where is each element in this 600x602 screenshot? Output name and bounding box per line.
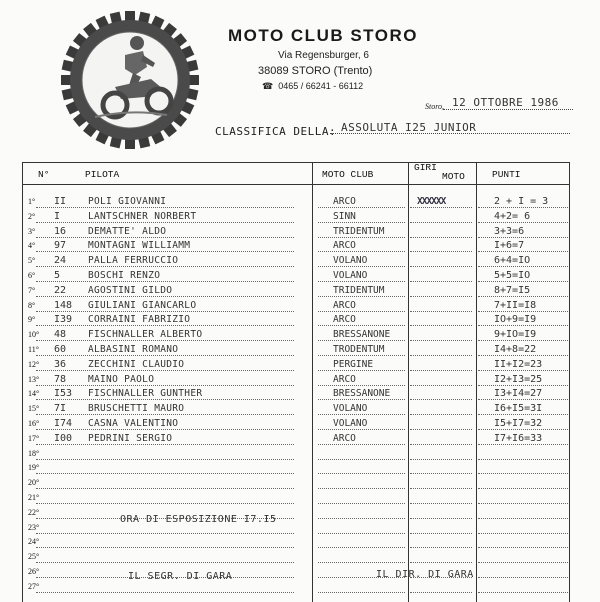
row-dotted-line <box>478 562 568 563</box>
row-dotted-line <box>36 237 294 238</box>
position-label: 14° <box>28 389 40 399</box>
row-dotted-line <box>318 533 405 534</box>
rider-name: BOSCHI RENZO <box>88 270 161 281</box>
rider-number: 16 <box>54 225 67 237</box>
row-dotted-line <box>318 473 405 474</box>
row-dotted-line <box>410 473 472 474</box>
rider-number: II <box>54 196 67 207</box>
table-row <box>22 328 570 343</box>
row-dotted-line <box>36 340 294 341</box>
table-row <box>22 461 570 476</box>
row-dotted-line <box>410 222 472 223</box>
position-label: 20° <box>28 478 40 488</box>
classification-value: ASSOLUTA I25 JUNIOR <box>341 121 477 134</box>
table-row <box>22 402 570 417</box>
position-label: 23° <box>28 522 40 532</box>
row-dotted-line <box>410 325 472 326</box>
rider-name: MAINO PAOLO <box>88 373 155 385</box>
position-label: 16° <box>28 419 40 428</box>
row-dotted-line <box>478 518 568 519</box>
row-dotted-line <box>478 222 568 223</box>
rider-club: TRIDENTUM <box>333 284 385 296</box>
position-label: 10° <box>28 330 40 340</box>
table-row <box>22 535 570 550</box>
position-label: 7° <box>28 285 36 295</box>
rider-number: I <box>54 210 61 222</box>
points-value: IO+9=I9 <box>494 314 537 326</box>
rider-name: PEDRINI SERGIO <box>88 432 173 444</box>
row-dotted-line <box>410 562 472 563</box>
row-dotted-line <box>318 340 405 341</box>
rider-name: GIULIANI GIANCARLO <box>88 299 197 311</box>
row-dotted-line <box>36 459 294 460</box>
rider-name: MONTAGNI WILLIAMM <box>88 240 191 252</box>
rider-name: LANTSCHNER NORBERT <box>88 210 197 222</box>
row-dotted-line <box>318 325 405 326</box>
club-logo <box>55 5 205 155</box>
rider-number: 60 <box>54 344 67 355</box>
header-club: MOTO CLUB <box>322 169 374 180</box>
row-dotted-line <box>410 385 472 386</box>
table-row <box>22 210 570 225</box>
row-dotted-line <box>410 311 472 312</box>
row-dotted-line <box>36 370 294 371</box>
row-dotted-line <box>410 518 472 519</box>
row-dotted-line <box>410 281 472 282</box>
points-value: 5+5=IO <box>494 270 531 281</box>
row-dotted-line <box>410 237 472 238</box>
row-dotted-line <box>410 429 472 430</box>
row-dotted-line <box>36 355 294 356</box>
position-label: 17° <box>28 433 40 443</box>
table-row <box>22 373 570 388</box>
row-dotted-line <box>478 325 568 326</box>
row-dotted-line <box>410 340 472 341</box>
position-label: 19° <box>28 463 40 473</box>
row-dotted-line <box>478 281 568 282</box>
row-dotted-line <box>410 414 472 415</box>
row-dotted-line <box>478 266 568 267</box>
row-dotted-line <box>36 473 294 474</box>
table-row <box>22 299 570 314</box>
row-dotted-line <box>318 488 405 489</box>
row-dotted-line <box>36 222 294 223</box>
header-position: N° <box>38 169 50 180</box>
row-dotted-line <box>36 251 294 252</box>
rider-name: AGOSTINI GILDO <box>88 284 173 296</box>
position-label: 21° <box>28 493 40 502</box>
table-row <box>22 550 570 565</box>
row-dotted-line <box>478 355 568 356</box>
row-dotted-line <box>318 251 405 252</box>
secretary-signature-label: IL SEGR. DI GARA <box>128 571 233 582</box>
position-label: 3° <box>28 226 36 236</box>
rider-club: SINN <box>333 210 356 222</box>
table-top-border <box>22 162 570 163</box>
club-phone <box>262 81 363 92</box>
row-dotted-line <box>410 592 472 593</box>
rider-number: 148 <box>54 299 73 311</box>
row-dotted-line <box>410 266 472 267</box>
rider-name: POLI GIOVANNI <box>88 196 167 207</box>
rider-name: ZECCHINI CLAUDIO <box>88 358 185 370</box>
row-dotted-line <box>36 399 294 400</box>
position-label: 24° <box>28 537 40 547</box>
row-dotted-line <box>36 547 294 548</box>
rider-number: 78 <box>54 373 67 385</box>
rider-club: TRIDENTUM <box>333 225 385 237</box>
row-dotted-line <box>478 251 568 252</box>
row-dotted-line <box>410 251 472 252</box>
row-dotted-line <box>318 355 405 356</box>
rider-club: ARCO <box>333 373 356 385</box>
rider-club: VOLANO <box>333 403 368 415</box>
rider-number: 5 <box>54 270 61 281</box>
club-city: 38089 STORO (Trento) <box>258 65 373 77</box>
row-dotted-line <box>36 311 294 312</box>
header-points: PUNTI <box>492 169 521 180</box>
position-label: 11° <box>28 345 39 354</box>
rider-club: ARCO <box>333 299 356 311</box>
table-row <box>22 195 570 210</box>
row-dotted-line <box>36 592 294 593</box>
row-dotted-line <box>478 385 568 386</box>
points-value: I6+I5=3I <box>494 403 543 415</box>
row-dotted-line <box>478 473 568 474</box>
position-label: 4° <box>28 241 36 251</box>
table-row <box>22 284 570 299</box>
points-value: 8+7=I5 <box>494 284 531 296</box>
table-row <box>22 521 570 536</box>
table-row <box>22 580 570 595</box>
row-dotted-line <box>478 488 568 489</box>
row-dotted-line <box>36 562 294 563</box>
points-value: I+6=7 <box>494 240 525 252</box>
position-label: 13° <box>28 374 40 384</box>
table-row <box>22 254 570 269</box>
classification-underline <box>330 133 570 134</box>
table-row <box>22 313 570 328</box>
rider-number: I74 <box>54 418 73 429</box>
rider-number: 48 <box>54 329 67 341</box>
position-label: 9° <box>28 315 36 325</box>
row-dotted-line <box>410 503 472 504</box>
rider-number: 22 <box>54 284 67 296</box>
points-value: 7+II=I8 <box>494 299 537 311</box>
row-dotted-line <box>36 325 294 326</box>
table-row <box>22 225 570 240</box>
row-dotted-line <box>36 207 294 208</box>
position-label: 5° <box>28 256 36 266</box>
table-row <box>22 447 570 462</box>
row-dotted-line <box>478 296 568 297</box>
table-header-border <box>22 184 570 185</box>
row-dotted-line <box>318 385 405 386</box>
rider-club: ARCO <box>333 432 356 444</box>
header-moto: MOTO <box>442 171 465 182</box>
row-dotted-line <box>410 399 472 400</box>
rider-name: CORRAINI FABRIZIO <box>88 314 191 326</box>
telephone-icon: ☎ <box>262 81 274 91</box>
row-dotted-line <box>410 370 472 371</box>
position-label: 22° <box>28 507 40 517</box>
rider-name: BRUSCHETTI MAURO <box>88 403 185 415</box>
row-dotted-line <box>318 399 405 400</box>
row-dotted-line <box>478 340 568 341</box>
row-dotted-line <box>318 414 405 415</box>
rider-club: TRODENTUM <box>333 344 385 355</box>
row-dotted-line <box>318 562 405 563</box>
race-date: 12 OTTOBRE 1986 <box>452 96 559 109</box>
points-value: I5+I7=32 <box>494 418 543 429</box>
laps-count: XXXXXX <box>417 196 446 207</box>
table-row <box>22 491 570 506</box>
rider-club: BRESSANONE <box>333 388 391 400</box>
row-dotted-line <box>318 429 405 430</box>
row-dotted-line <box>36 444 294 445</box>
place-label: Storo, <box>425 102 445 111</box>
row-dotted-line <box>36 266 294 267</box>
club-name: MOTO CLUB STORO <box>228 26 418 45</box>
row-dotted-line <box>410 488 472 489</box>
row-dotted-line <box>318 547 405 548</box>
rider-club: VOLANO <box>333 418 368 429</box>
row-dotted-line <box>478 533 568 534</box>
classification-label: CLASSIFICA DELLA: <box>215 125 337 138</box>
row-dotted-line <box>36 414 294 415</box>
table-row <box>22 432 570 447</box>
row-dotted-line <box>36 385 294 386</box>
rider-club: VOLANO <box>333 255 368 267</box>
row-dotted-line <box>36 281 294 282</box>
position-label: 6° <box>28 271 36 280</box>
row-dotted-line <box>318 281 405 282</box>
gear-tooth <box>189 75 199 85</box>
director-signature-label: IL DIR. DI GARA <box>376 569 474 580</box>
table-row <box>22 506 570 521</box>
row-dotted-line <box>36 429 294 430</box>
points-value: 4+2= 6 <box>494 210 531 222</box>
row-dotted-line <box>410 444 472 445</box>
rider-club: VOLANO <box>333 270 368 281</box>
row-dotted-line <box>36 503 294 504</box>
position-label: 26° <box>28 567 40 576</box>
table-row <box>22 387 570 402</box>
row-dotted-line <box>410 355 472 356</box>
rider-number: 24 <box>54 255 67 267</box>
row-dotted-line <box>36 296 294 297</box>
points-value: I7+I6=33 <box>494 432 543 444</box>
row-dotted-line <box>478 577 568 578</box>
gear-tooth <box>125 11 135 21</box>
table-row <box>22 343 570 358</box>
header-laps: GIRI <box>414 162 437 173</box>
table-row <box>22 417 570 432</box>
row-dotted-line <box>478 444 568 445</box>
position-label: 2° <box>28 211 36 221</box>
row-dotted-line <box>410 296 472 297</box>
row-dotted-line <box>478 237 568 238</box>
table-row <box>22 476 570 491</box>
position-label: 25° <box>28 552 40 562</box>
position-label: 8° <box>28 300 36 310</box>
rider-number: 36 <box>54 358 67 370</box>
rider-number: I00 <box>54 432 73 444</box>
table-row <box>22 269 570 284</box>
rider-club: ARCO <box>333 196 356 207</box>
row-dotted-line <box>410 207 472 208</box>
row-dotted-line <box>410 547 472 548</box>
row-dotted-line <box>318 592 405 593</box>
row-dotted-line <box>478 399 568 400</box>
row-dotted-line <box>478 459 568 460</box>
points-value: 2 + I = 3 <box>494 196 549 207</box>
date-underline <box>443 109 573 110</box>
gear-tooth <box>125 139 135 149</box>
row-dotted-line <box>318 222 405 223</box>
phone-numbers: 0465 / 66241 - 66112 <box>278 81 364 91</box>
position-label: 12° <box>28 359 40 369</box>
points-value: 9+IO=I9 <box>494 329 537 341</box>
row-dotted-line <box>318 459 405 460</box>
exposition-time: ORA DI ESPOSIZIONE I7.I5 <box>120 514 277 525</box>
row-dotted-line <box>318 518 405 519</box>
row-dotted-line <box>318 311 405 312</box>
rider-club: BRESSANONE <box>333 329 391 341</box>
row-dotted-line <box>318 444 405 445</box>
row-dotted-line <box>318 370 405 371</box>
row-dotted-line <box>36 488 294 489</box>
row-dotted-line <box>478 429 568 430</box>
rider-number: 97 <box>54 240 67 252</box>
table-row <box>22 565 570 580</box>
row-dotted-line <box>478 207 568 208</box>
position-label: 15° <box>28 404 40 414</box>
table-row <box>22 358 570 373</box>
points-value: II+I2=23 <box>494 358 543 370</box>
rider-club: PERGINE <box>333 358 374 370</box>
row-dotted-line <box>318 237 405 238</box>
row-dotted-line <box>478 547 568 548</box>
rider-name: FISCHNALLER GUNTHER <box>88 388 203 400</box>
row-dotted-line <box>318 296 405 297</box>
gear-tooth <box>61 75 71 85</box>
row-dotted-line <box>410 459 472 460</box>
rider-number: I53 <box>54 388 73 400</box>
rider-number: I39 <box>54 314 73 326</box>
points-value: I4+8=22 <box>494 344 537 355</box>
points-value: I3+I4=27 <box>494 388 543 400</box>
position-label: 1° <box>28 197 36 206</box>
header-rider: PILOTA <box>85 169 120 180</box>
row-dotted-line <box>478 311 568 312</box>
table-row <box>22 239 570 254</box>
results-table <box>22 162 570 602</box>
points-value: 6+4=IO <box>494 255 531 267</box>
club-address: Via Regensburger, 6 <box>278 50 369 61</box>
rider-name: PALLA FERRUCCIO <box>88 255 179 267</box>
rider-name: ALBASINI ROMANO <box>88 344 179 355</box>
row-dotted-line <box>478 503 568 504</box>
row-dotted-line <box>318 266 405 267</box>
rider-name: CASNA VALENTINO <box>88 418 179 429</box>
rider-number: 7I <box>54 403 67 415</box>
row-dotted-line <box>478 592 568 593</box>
row-dotted-line <box>478 370 568 371</box>
row-dotted-line <box>478 414 568 415</box>
row-dotted-line <box>410 533 472 534</box>
row-dotted-line <box>318 503 405 504</box>
rider-name: DEMATTE' ALDO <box>88 225 167 237</box>
row-dotted-line <box>318 207 405 208</box>
points-value: I2+I3=25 <box>494 373 543 385</box>
position-label: 27° <box>28 581 40 591</box>
points-value: 3+3=6 <box>494 225 525 237</box>
rider-name: FISCHNALLER ALBERTO <box>88 329 203 341</box>
row-dotted-line <box>36 533 294 534</box>
rider-club: ARCO <box>333 314 356 326</box>
motocross-rider-emblem-icon <box>55 5 205 155</box>
rider-club: ARCO <box>333 240 356 252</box>
position-label: 18° <box>28 448 40 458</box>
